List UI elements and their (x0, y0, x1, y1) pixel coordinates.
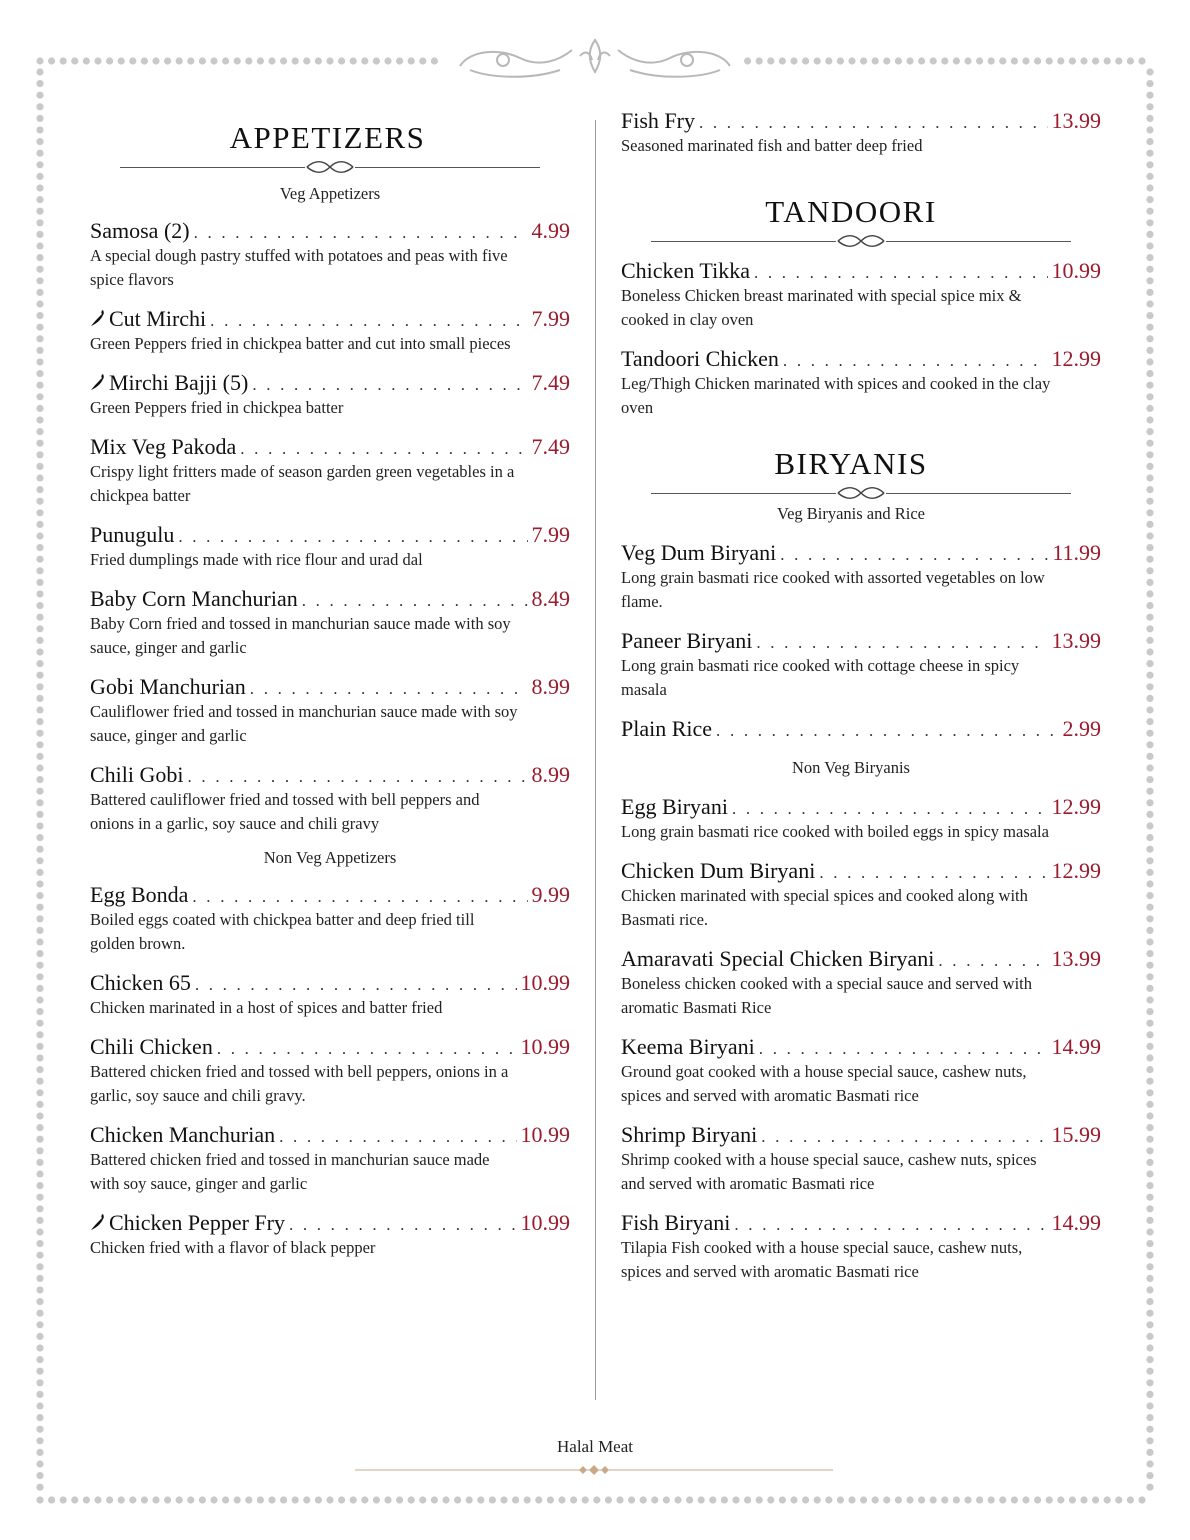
leader-dots (250, 679, 528, 699)
item-name (90, 762, 184, 788)
menu-item-mirchi-bajji-5 (90, 370, 570, 420)
left-column (90, 120, 570, 1274)
item-name-text: Punugulu (90, 522, 175, 547)
item-price: 12.99 (1051, 858, 1101, 883)
item-name (621, 946, 934, 972)
chili-spicy-icon (90, 1212, 106, 1232)
menu-item-chili-chicken (90, 1034, 570, 1108)
item-name-text: Chili Gobi (90, 762, 184, 787)
item-name-text: Paneer Biryani (621, 628, 753, 653)
item-name (621, 1210, 730, 1236)
menu-item-mix-veg-pakoda (90, 434, 570, 508)
column-divider (595, 120, 596, 1400)
menu-item-gobi-manchurian (90, 674, 570, 748)
item-description: Long grain basmati rice cooked with cottage cheese in spicy masala (621, 656, 1020, 699)
item-description: Tilapia Fish cooked with a house special sauce, cashew nuts, spices and served with aromatic Basmati rice (621, 1238, 1023, 1281)
menu-item-baby-corn-manchurian (90, 586, 570, 660)
leader-dots (192, 887, 527, 907)
item-name (621, 1122, 757, 1148)
menu-item-paneer-biryani (621, 628, 1101, 702)
item-price: 13.99 (1051, 108, 1101, 133)
nonveg-biryanis-list (621, 794, 1101, 1284)
appetizers-title-rule (120, 160, 540, 174)
menu-item-cut-mirchi (90, 306, 570, 356)
biryanis-title-rule (651, 486, 1071, 500)
menu-item-chicken-pepper-fry (90, 1210, 570, 1260)
item-name (90, 218, 190, 244)
item-name (90, 370, 248, 396)
item-description: Green Peppers fried in chickpea batter (90, 398, 344, 417)
item-name (90, 1122, 275, 1148)
menu-item-chicken-tikka (621, 258, 1101, 332)
item-name (90, 1034, 213, 1060)
appetizers-title: APPETIZERS (229, 120, 426, 155)
leader-dots (240, 439, 527, 459)
leader-dots (756, 633, 1047, 653)
item-description: Boneless Chicken breast marinated with special spice mix & cooked in clay oven (621, 286, 1022, 329)
leader-dots (732, 799, 1048, 819)
item-description: Long grain basmati rice cooked with boiled eggs in spicy masala (621, 822, 1049, 841)
item-name-text: Fish Biryani (621, 1210, 731, 1235)
item-description: Chicken marinated in a host of spices and batter fried (90, 998, 443, 1017)
item-name (90, 882, 188, 908)
item-description: A special dough pastry stuffed with potatoes and peas with five spice flavors (90, 246, 508, 289)
item-name-text: Chili Chicken (90, 1034, 213, 1059)
item-name (621, 628, 752, 654)
item-price: 8.49 (531, 586, 570, 611)
item-name (621, 258, 750, 284)
menu-item-chicken-manchurian (90, 1122, 570, 1196)
item-name: Fish Fry (621, 108, 695, 133)
menu-item-chicken-dum-biryani (621, 858, 1101, 932)
item-name-text: Samosa (2) (90, 218, 190, 243)
footer-ornament-rule (355, 1465, 833, 1475)
item-name (90, 434, 236, 460)
item-description: Crispy light fritters made of season garden green vegetables in a chickpea batter (90, 462, 515, 505)
item-price: 13.99 (1051, 628, 1101, 653)
menu-item-samosa-2 (90, 218, 570, 292)
leader-dots (210, 311, 527, 331)
item-description: Long grain basmati rice cooked with assorted vegetables on low flame. (621, 568, 1045, 611)
tandoori-list (621, 258, 1101, 420)
item-name-text: Tandoori Chicken (621, 346, 779, 371)
veg-appetizers-label: Veg Appetizers (279, 184, 381, 203)
tandoori-title: TANDOORI (765, 194, 937, 229)
leader-dots (734, 1215, 1047, 1235)
right-column (621, 108, 1101, 1298)
leader-dots (783, 351, 1048, 371)
item-description: Fried dumplings made with rice flour and urad dal (90, 550, 423, 569)
leader-dots (178, 527, 527, 547)
item-price: 10.99 (1051, 258, 1101, 283)
nonveg-biryanis-label: Non Veg Biryanis (792, 758, 910, 777)
item-description: Seasoned marinated fish and batter deep fried (621, 136, 923, 155)
item-price: 14.99 (1051, 1034, 1101, 1059)
leader-dots (302, 591, 528, 611)
item-price: 7.99 (531, 522, 570, 547)
menu-item-tandoori-chicken (621, 346, 1101, 420)
item-description: Green Peppers fried in chickpea batter and cut into small pieces (90, 334, 511, 353)
item-name-text: Cut Mirchi (109, 306, 207, 331)
item-name (621, 540, 776, 566)
item-price: 8.99 (531, 674, 570, 699)
item-name (621, 346, 779, 372)
leader-dots (754, 263, 1048, 283)
item-name-text: Amaravati Special Chicken Biryani (621, 946, 935, 971)
item-price: 7.99 (531, 306, 570, 331)
leader-dots (289, 1215, 517, 1235)
menu-item-chicken-65 (90, 970, 570, 1020)
item-price: 10.99 (520, 1034, 570, 1059)
item-price: 13.99 (1051, 946, 1101, 971)
item-name-text: Veg Dum Biryani (621, 540, 777, 565)
menu-item-plain-rice (621, 716, 1101, 742)
leader-dots (252, 375, 527, 395)
leader-dots (759, 1039, 1048, 1059)
leader-dots (716, 721, 1058, 741)
leader-dots (699, 113, 1048, 133)
item-description: Battered chicken fried and tossed with bell peppers, onions in a garlic, soy sauce and chili gravy. (90, 1062, 509, 1105)
item-price: 9.99 (531, 882, 570, 907)
menu-item-punugulu (90, 522, 570, 572)
item-price: 7.49 (531, 434, 570, 459)
item-name-text: Mirchi Bajji (5) (109, 370, 249, 395)
item-name (621, 858, 815, 884)
item-name (90, 1210, 285, 1236)
tandoori-title-rule (651, 234, 1071, 248)
menu-item-fish-biryani (621, 1210, 1101, 1284)
item-name-text: Gobi Manchurian (90, 674, 246, 699)
item-description: Battered chicken fried and tossed in manchurian sauce made with soy sauce, ginger and garlic (90, 1150, 490, 1193)
leader-dots (194, 223, 528, 243)
leader-dots (819, 863, 1047, 883)
chili-spicy-icon (90, 308, 106, 328)
item-name-text: Mix Veg Pakoda (90, 434, 237, 459)
menu-item-shrimp-biryani (621, 1122, 1101, 1196)
item-name-text: Shrimp Biryani (621, 1122, 758, 1147)
item-name-text: Chicken Tikka (621, 258, 750, 283)
item-name (621, 794, 728, 820)
item-description: Battered cauliflower fried and tossed with bell peppers and onions in a garlic, soy sauce and chili gravy (90, 790, 480, 833)
leader-dots (780, 545, 1048, 565)
item-description: Boneless chicken cooked with a special sauce and served with aromatic Basmati Rice (621, 974, 1032, 1017)
item-name (90, 674, 246, 700)
item-price: 2.99 (1062, 716, 1101, 741)
biryanis-title: BIRYANIS (774, 446, 928, 481)
item-name (90, 306, 206, 332)
item-price: 12.99 (1051, 794, 1101, 819)
item-name (90, 522, 174, 548)
item-name (621, 1034, 755, 1060)
menu-item-chili-gobi (90, 762, 570, 836)
item-price: 11.99 (1052, 540, 1101, 565)
item-description: Baby Corn fried and tossed in manchurian sauce made with soy sauce, ginger and garlic (90, 614, 511, 657)
item-description: Boiled eggs coated with chickpea batter and deep fried till golden brown. (90, 910, 475, 953)
item-name (90, 970, 191, 996)
veg-appetizers-list (90, 218, 570, 836)
item-description: Ground goat cooked with a house special sauce, cashew nuts, spices and served with aromatic Basmati rice (621, 1062, 1027, 1105)
menu-item-fish-fry (621, 108, 1101, 158)
item-description: Chicken fried with a flavor of black pepper (90, 1238, 376, 1257)
item-price: 7.49 (531, 370, 570, 395)
menu-item-veg-dum-biryani (621, 540, 1101, 614)
veg-biryanis-label: Veg Biryanis and Rice (776, 504, 925, 523)
leader-dots (761, 1127, 1047, 1147)
item-name-text: Keema Biryani (621, 1034, 755, 1059)
item-price: 12.99 (1051, 346, 1101, 371)
top-flourish-ornament (460, 40, 730, 77)
nonveg-appetizers-label: Non Veg Appetizers (263, 848, 397, 867)
item-price: 14.99 (1051, 1210, 1101, 1235)
veg-biryanis-list (621, 540, 1101, 742)
menu-item-keema-biryani (621, 1034, 1101, 1108)
menu-item-egg-bonda (90, 882, 570, 956)
chili-spicy-icon (90, 372, 106, 392)
item-description: Leg/Thigh Chicken marinated with spices and cooked in the clay oven (621, 374, 1051, 417)
item-description: Cauliflower fried and tossed in manchurian sauce made with soy sauce, ginger and garlic (90, 702, 518, 745)
item-name (90, 586, 298, 612)
item-name-text: Plain Rice (621, 716, 713, 741)
leader-dots (938, 951, 1047, 971)
item-price: 10.99 (520, 1122, 570, 1147)
leader-dots (279, 1127, 516, 1147)
item-price: 10.99 (520, 970, 570, 995)
leader-dots (195, 975, 517, 995)
item-price: 8.99 (531, 762, 570, 787)
item-name-text: Egg Bonda (90, 882, 189, 907)
menu-item-amaravati-special-chicken-biryani (621, 946, 1101, 1020)
item-name-text: Chicken Pepper Fry (109, 1210, 285, 1235)
item-price: 4.99 (531, 218, 570, 243)
item-name-text: Baby Corn Manchurian (90, 586, 298, 611)
footer-halal-meat: Halal Meat (557, 1437, 633, 1456)
item-name-text: Chicken Manchurian (90, 1122, 276, 1147)
item-description: Shrimp cooked with a house special sauce, cashew nuts, spices and served with aromatic Basmati rice (621, 1150, 1037, 1193)
item-price: 15.99 (1051, 1122, 1101, 1147)
item-name (621, 716, 712, 742)
menu-item-egg-biryani (621, 794, 1101, 844)
nonveg-appetizers-list (90, 882, 570, 1260)
item-name-text: Chicken Dum Biryani (621, 858, 816, 883)
item-description: Chicken marinated with special spices and cooked along with Basmati rice. (621, 886, 1028, 929)
leader-dots (217, 1039, 517, 1059)
item-name-text: Chicken 65 (90, 970, 191, 995)
item-price: 10.99 (520, 1210, 570, 1235)
item-name-text: Egg Biryani (621, 794, 728, 819)
leader-dots (188, 767, 528, 787)
